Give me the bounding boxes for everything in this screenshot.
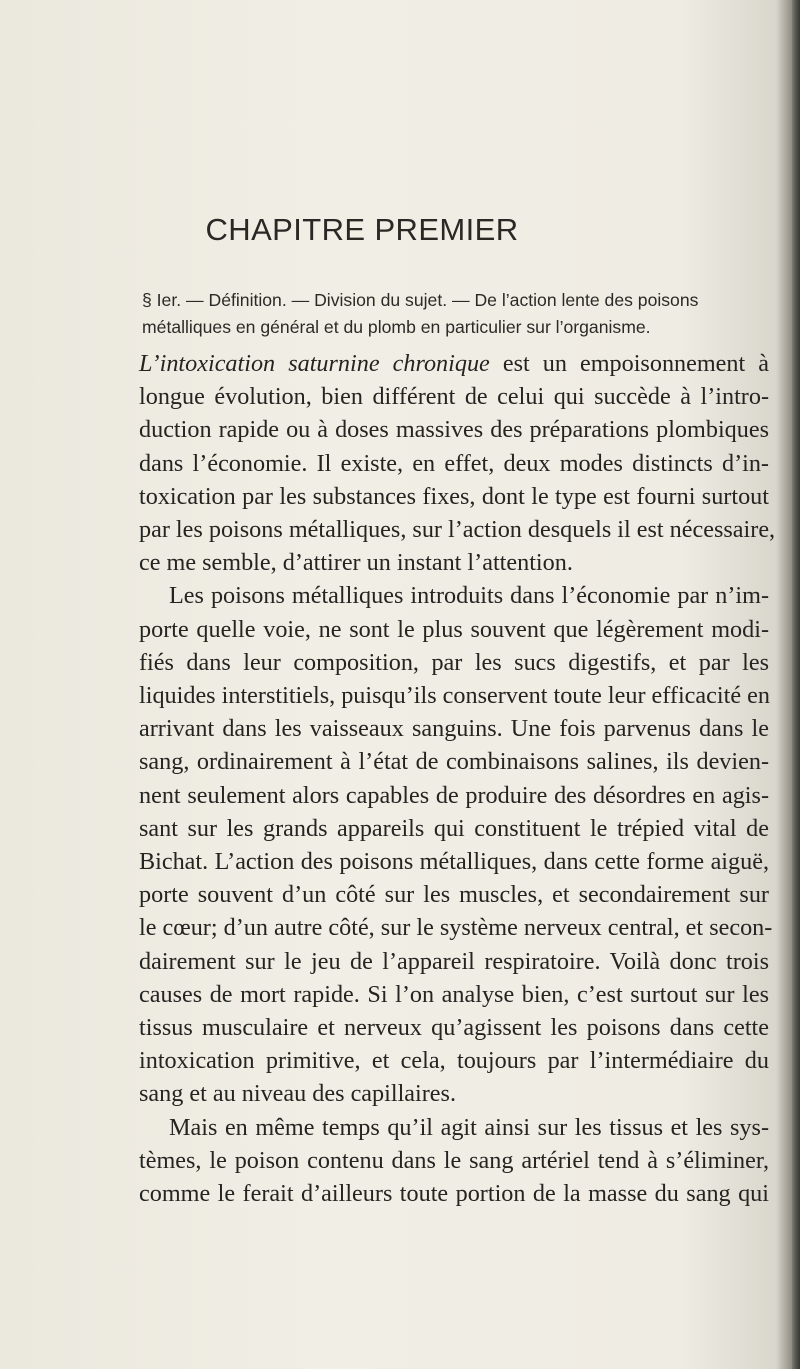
body-line: dans l’économie. Il existe, en effet, deux modes distincts d’in- [139, 449, 769, 477]
page-edge-shadow [792, 0, 800, 1369]
summary-line: § Ier. — Définition. — Division du sujet. — De l’action lente des poisons [142, 290, 699, 310]
section-summary [142, 287, 767, 341]
body-line: arrivant dans les vaisseaux sanguins. Une fois parvenus dans le [139, 715, 769, 743]
body-line: ce me semble, d’attirer un instant l’attention. [139, 549, 573, 577]
body-line: comme le ferait d’ailleurs toute portion de la masse du sang qui [139, 1180, 769, 1208]
body-line [139, 347, 769, 380]
body-text [139, 347, 776, 1210]
body-line: duction rapide ou à doses massives des préparations plombiques [139, 416, 769, 444]
body-line: toxication par les substances fixes, dont le type est fourni surtout [139, 482, 769, 510]
body-line: nent seulement alors capables de produire des désordres en agis- [139, 781, 769, 809]
body-line: fiés dans leur composition, par les sucs digestifs, et par les [139, 648, 769, 676]
body-line: dairement sur le jeu de l’appareil respiratoire. Voilà donc trois [139, 947, 769, 975]
body-line: intoxication primitive, et cela, toujours par l’intermédiaire du [139, 1047, 769, 1075]
body-line: sang, ordinairement à l’état de combinaisons salines, ils devien- [139, 748, 769, 776]
body-line: porte quelle voie, ne sont le plus souvent que légèrement modi- [139, 615, 769, 643]
body-line: sang et au niveau des capillaires. [139, 1080, 457, 1108]
body-line: liquides interstitiels, puisqu’ils conservent toute leur efficacité en [139, 682, 770, 710]
italic-term: L’intoxication saturnine chronique [139, 350, 490, 377]
chapter-title: CHAPITRE PREMIER [205, 212, 519, 247]
body-line: causes de mort rapide. Si l’on analyse bien, c’est surtout sur les [139, 980, 769, 1008]
body-line: tissus musculaire et nerveux qu’agissent les poisons dans cette [139, 1014, 769, 1042]
body-line: tèmes, le poison contenu dans le sang artériel tend à s’éliminer, [139, 1146, 769, 1174]
body-line: Bichat. L’action des poisons métalliques, dans cette forme aiguë, [139, 848, 769, 876]
body-line: par les poisons métalliques, sur l’action desquels il est nécessaire, [139, 516, 776, 544]
body-line: Mais en même temps qu’il agit ainsi sur les tissus et les sys- [169, 1113, 769, 1141]
body-line: Les poisons métalliques introduits dans l’économie par n’im- [169, 582, 769, 610]
body-line: longue évolution, bien différent de celui qui succède à l’intro- [139, 383, 769, 411]
body-line-rest: est un empoisonnement à [489, 350, 770, 377]
summary-line: métalliques en général et du plomb en particulier sur l’organisme. [142, 317, 651, 337]
body-line: porte souvent d’un côté sur les muscles, et secondairement sur [139, 881, 769, 909]
body-line: le cœur; d’un autre côté, sur le système nerveux central, et secon- [139, 914, 773, 942]
body-line: sant sur les grands appareils qui constituent le trépied vital de [139, 814, 769, 842]
